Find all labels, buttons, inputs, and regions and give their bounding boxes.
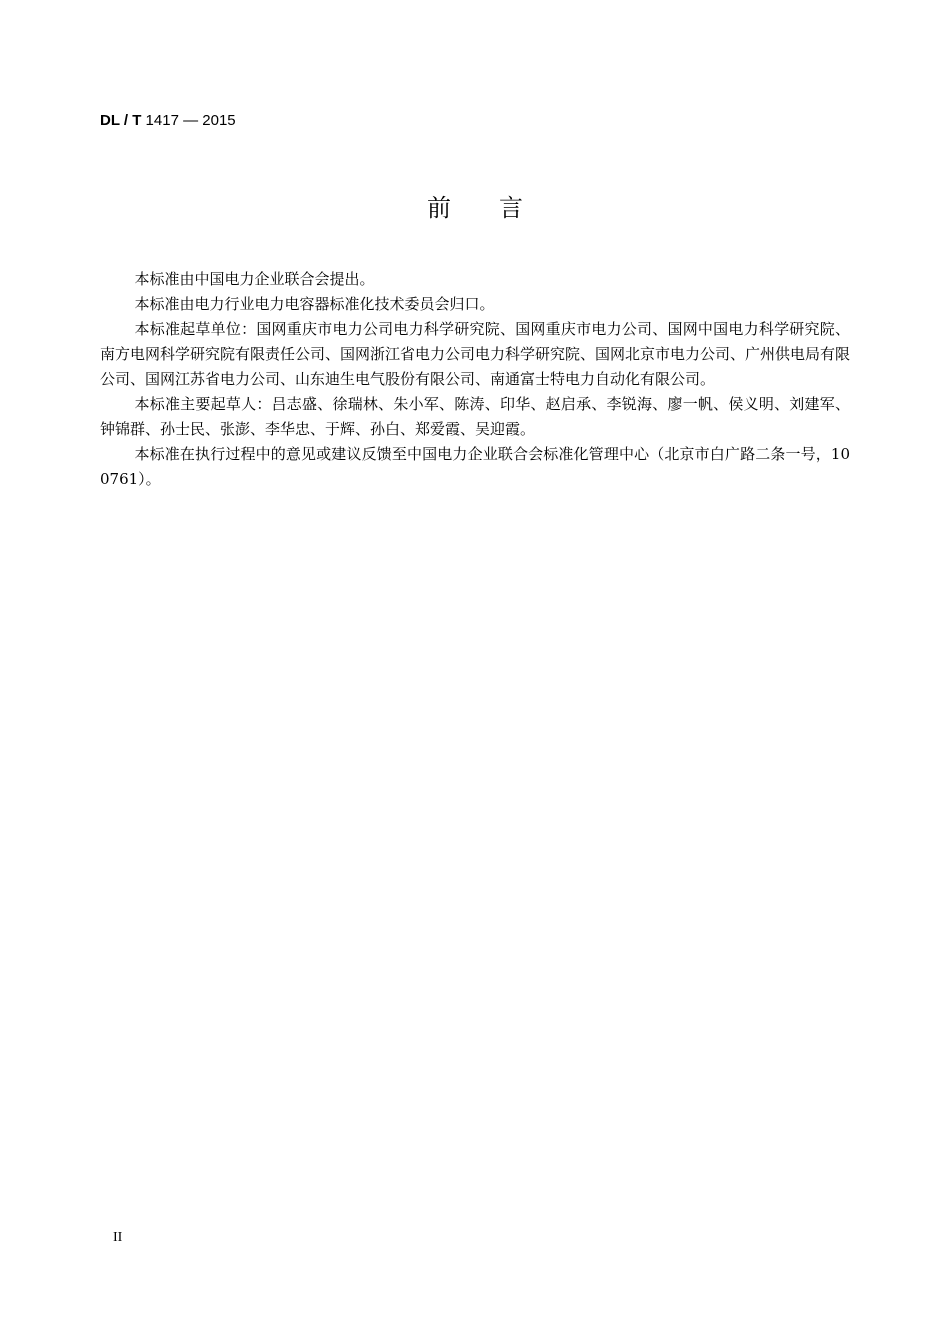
standard-code — [100, 111, 236, 131]
page-number: II — [113, 1230, 123, 1245]
paragraph-drafting-units: 本标准起草单位：国网重庆市电力公司电力科学研究院、国网重庆市电力公司、国网中国电力科学研究院、南方电网科学研究院有限责任公司、国网浙江省电力公司电力科学研究院、国网北京市电力公司、广州供电局有限公司、国网江苏省电力公司、山东迪生电气股份有限公司、南通富士特电力自动化有限公司。 — [100, 320, 851, 388]
page-title-char-2: 言 — [499, 194, 523, 222]
page-title — [0, 192, 950, 224]
standard-code-prefix: DL / T — [100, 112, 142, 129]
paragraph-main-drafters: 本标准主要起草人：吕志盛、徐瑞林、朱小军、陈涛、印华、赵启承、李锐海、廖一帆、侯义明、刘建军、钟锦群、孙士民、张澎、李华忠、于辉、孙白、郑爱霞、吴迎霞。 — [100, 395, 850, 438]
foreword-body — [100, 267, 850, 492]
page-title-char-1: 前 — [427, 194, 451, 222]
standard-code-number: 1417 — 2015 — [141, 112, 236, 129]
paragraph-responsible-committee: 本标准由电力行业电力电容器标准化技术委员会归口。 — [134, 295, 495, 313]
paragraph-feedback: 本标准在执行过程中的意见或建议反馈至中国电力企业联合会标准化管理中心（北京市白广路二条一号，100761）。 — [100, 445, 850, 488]
paragraph-proposer: 本标准由中国电力企业联合会提出。 — [134, 270, 375, 288]
